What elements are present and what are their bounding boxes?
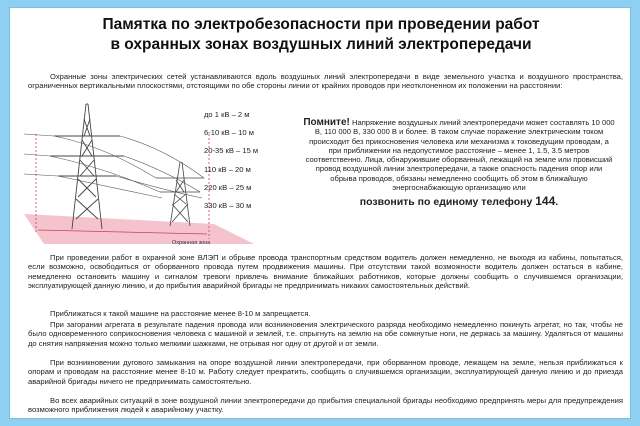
body-paragraph: Во всех аварийных ситуаций в зоне воздушной линии электропередачи до прибытия специальной бригады необходимо предпринять меры для предупреждения возможного приближения людей к аварийному участку. <box>28 396 623 415</box>
notice-body: Напряжение воздушных линий электропередачи может составлять 10 000 В, 110 000 В, 330 000 В и более. В таком случае поражение электрическим током происходит без прикосновения человека или механизма к токоведущим проводам, а при приближении на недопустимое расстояние – менее 1, 1.5, 3.5 метров соответственно. Лица, обнаружившие оборванный, лежащий на земле или провисший провод воздушной линии электропередачи, а также опасность падения опор или обрыва проводов, обязаны немедленно сообщить об этом в ближайшую энергоснабжающую организацию или <box>305 118 615 193</box>
body-paragraph: При загорании агрегата в результате падения провода или возникновения электрического разряда необходимо немедленно покинуть агрегат, но так, чтобы не было одновременного соприкосновения человека с машиной и землей, т.е. спрыгнуть на землю на обе сомкнутые ноги, не держась за машину. Удаляться от машины до снятия напряжения можно только мелкими шажками, не отрывая ног одну от другой и от земли. <box>28 320 623 348</box>
zone-label: Охранная зона <box>172 240 211 246</box>
title-line-2: в охранных зонах воздушных линий электропередачи <box>110 36 532 53</box>
body-paragraph: Приближаться к такой машине на расстояние менее 8-10 м запрещается. <box>50 309 311 318</box>
title-line-1: Памятка по электробезопасности при проведении работ <box>102 16 540 33</box>
emergency-phone-line <box>302 195 616 209</box>
phone-text: позвонить по единому телефону <box>359 196 533 209</box>
small-tower-icon <box>156 162 204 226</box>
zone-item: 220 кВ – 25 м <box>204 182 252 192</box>
zone-item: 20-35 кВ – 15 м <box>204 146 259 156</box>
body-paragraph: При проведении работ в охранной зоне ВЛЭП и обрыве провода транспортным средством водитель должен немедленно, не выходя из кабины, попытаться, если возможно, освободиться от оборванного провода путем продвижения машины. При отсутствии такой возможности водитель должен остаться в кабине, немедленно остановить машину и сигналом тревоги привлечь внимание ближайших работников, которые должны сообщить о случившемся организации, эксплуатирующей данную линию, и до прибытия аварийной бригады не предпринимать никаких самостоятельных действий. <box>28 253 623 290</box>
phone-period: . <box>555 196 559 209</box>
page-title <box>10 15 631 55</box>
zone-item: 6-10 кВ – 10 м <box>204 128 254 138</box>
zone-distance-list <box>204 110 274 219</box>
memo-sheet <box>9 7 631 419</box>
warning-notice <box>302 118 616 209</box>
zone-item: 330 кВ – 30 м <box>204 200 252 210</box>
big-tower-icon <box>50 104 124 229</box>
notice-heading: Помните! <box>303 117 350 128</box>
zone-item: 110 кВ – 20 м <box>204 164 251 174</box>
intro-paragraph: Охранные зоны электрических сетей устанавливаются вдоль воздушных линий электропередачи в виде земельного участка и воздушного пространства, ограниченных вертикальными плоскостями, отстоящими по обе стороны линии от крайних проводов при неотклоненном их положении на расстоянии: <box>28 72 623 91</box>
body-paragraph: При возникновении дугового замыкания на опоре воздушной линии электропередачи, при оборванном проводе, лежащем на земле, нельзя приближаться к опорам и проводам на расстояние менее 8-10 м. Работу следует прекратить, сообщить о случившемся организации, эксплуатирующей данную линию и до приезда аварийной бригады ничего не предпринимать самостоятельно. <box>28 358 623 386</box>
zone-item: до 1 кВ – 2 м <box>204 110 250 119</box>
emergency-phone-number: 144 <box>535 194 556 209</box>
power-wires <box>24 134 204 198</box>
